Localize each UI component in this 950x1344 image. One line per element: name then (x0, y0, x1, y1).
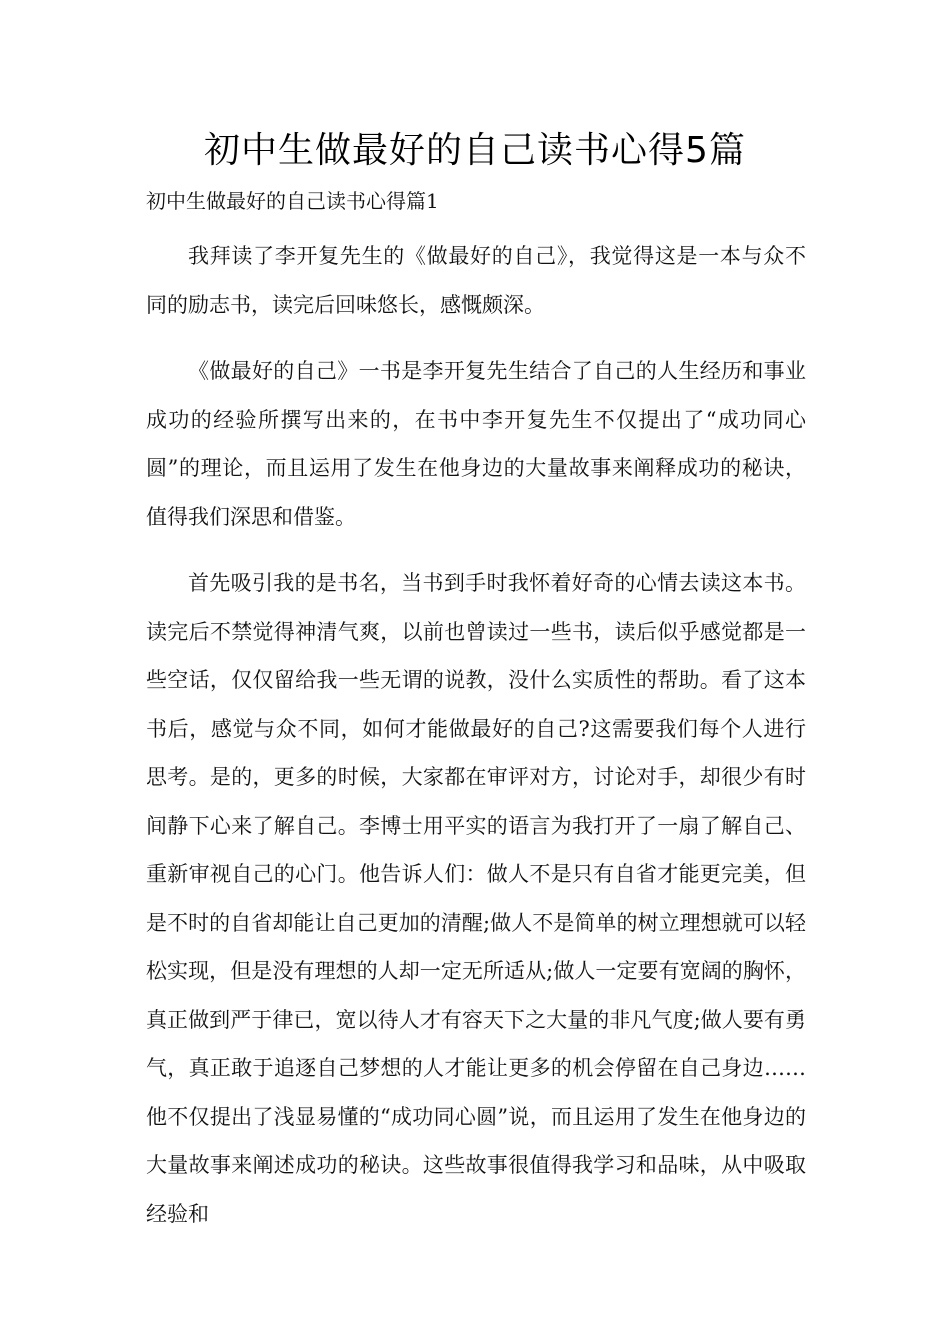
paragraph-2: 《做最好的自己》一书是李开复先生结合了自己的人生经历和事业成功的经验所撰写出来的，在书中李开复先生不仅提出了“成功同心圆”的理论，而且运用了发生在他身边的大量故事来阐释成功的秘诀，值得我们深思和借鉴。 (146, 359, 806, 529)
document-body (146, 232, 806, 1256)
section-heading: 初中生做最好的自己读书心得篇1 (146, 189, 439, 213)
paragraph-1: 我拜读了李开复先生的《做最好的自己》，我觉得这是一本与众不同的励志书，读完后回味悠长，感慨颇深。 (146, 244, 806, 317)
document-title: 初中生做最好的自己读书心得5篇 (204, 130, 746, 171)
paragraph-3: 首先吸引我的是书名，当书到手时我怀着好奇的心情去读这本书。读完后不禁觉得神清气爽，以前也曾读过一些书，读后似乎感觉都是一些空话，仅仅留给我一些无谓的说教，没什么实质性的帮助。看了这本书后，感觉与众不同，如何才能做最好的自己?这需要我们每个人进行思考。是的，更多的时候，大家都在审评对方，讨论对手，却很少有时间静下心来了解自己。李博士用平实的语言为我打开了一扇了解自己、重新审视自己的心门。他告诉人们：做人不是只有自省才能更完美，但是不时的自省却能让自己更加的清醒;做人不是简单的树立理想就可以轻松实现，但是没有理想的人却一定无所适从;做人一定要有宽阔的胸怀，真正做到严于律已，宽以待人才有容天下之大量的非凡气度;做人要有勇气，真正敢于追逐自己梦想的人才能让更多的机会停留在自己身边……他不仅提出了浅显易懂的“成功同心圆”说，而且运用了发生在他身边的大量故事来阐述成功的秘诀。这些故事很值得我学习和品味，从中吸取经验和 (146, 571, 806, 1226)
